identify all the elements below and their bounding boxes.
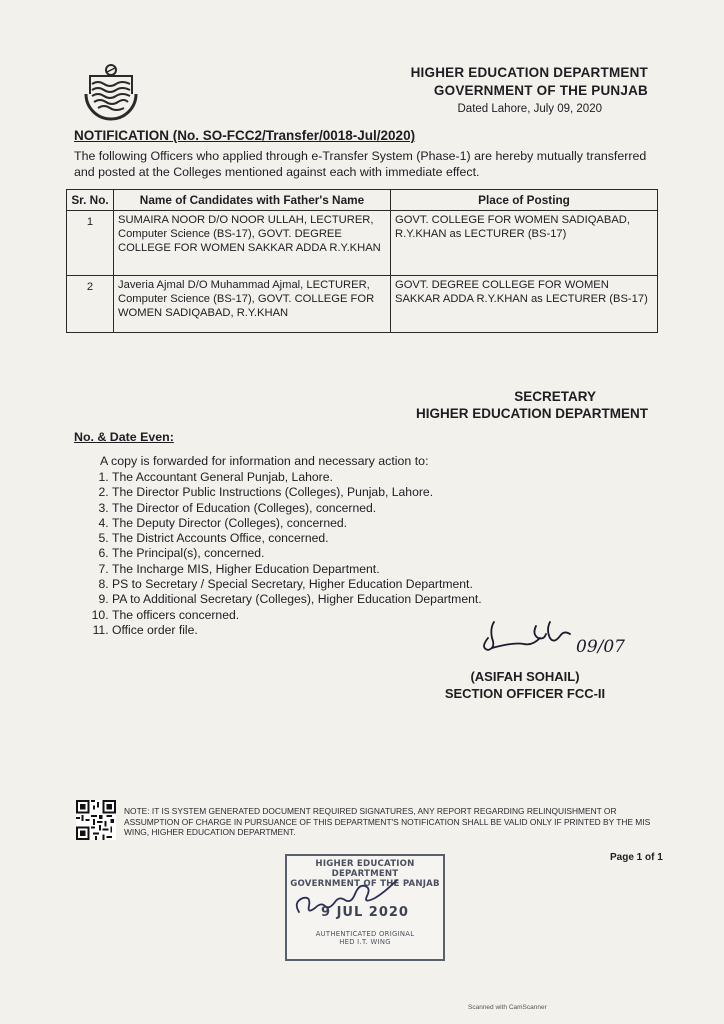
- stamp-government: GOVERNMENT OF THE PANJAB: [290, 879, 440, 889]
- list-item: 11. Office order file.: [112, 623, 482, 638]
- signatory-name: (ASIFAH SOHAIL): [470, 669, 580, 684]
- secretary-title: SECRETARY: [514, 389, 596, 404]
- notification-title: NOTIFICATION (No. SO-FCC2/Transfer/0018-Jul/2020): [74, 128, 416, 143]
- handwritten-signature: [474, 608, 634, 666]
- transfer-table: [66, 189, 658, 333]
- header-government: GOVERNMENT OF THE PUNJAB: [433, 83, 648, 98]
- notification-intro: The following Officers who applied through e-Transfer System (Phase-1) are hereby mutually transferred and posted at the Colleges mentioned against each with immediate effect.: [74, 149, 647, 179]
- copy-forwarded-text: A copy is forwarded for information and necessary action to:: [100, 454, 429, 468]
- stamp-wing: HED I.T. WING: [339, 938, 391, 946]
- cell-posting: GOVT. COLLEGE FOR WOMEN SADIQABAD, R.Y.KHAN as LECTURER (BS-17): [391, 211, 658, 276]
- list-item: 4. The Deputy Director (Colleges), concerned.: [112, 516, 482, 531]
- stamp-date: 9 JUL 2020: [321, 905, 409, 920]
- table-row: [67, 211, 658, 276]
- scanner-watermark: Scanned with CamScanner: [468, 1004, 547, 1011]
- page-number: Page 1 of 1: [610, 852, 663, 863]
- punjab-emblem-icon: [80, 58, 142, 124]
- department-header: [411, 64, 648, 115]
- number-date-even: No. & Date Even:: [74, 430, 174, 444]
- table-row: [67, 276, 658, 333]
- list-item: 5. The District Accounts Office, concerned.: [112, 531, 482, 546]
- table-header-row: [67, 190, 658, 211]
- list-item: 7. The Incharge MIS, Higher Education Department.: [112, 562, 482, 577]
- signatory-block: [425, 668, 625, 702]
- header-date: Dated Lahore, July 09, 2020: [457, 103, 602, 115]
- cell-sr: 2: [67, 276, 114, 333]
- stamp-department: HIGHER EDUCATION DEPARTMENT: [315, 859, 415, 879]
- list-item: 2. The Director Public Instructions (Colleges), Punjab, Lahore.: [112, 485, 482, 500]
- cell-sr: 1: [67, 211, 114, 276]
- list-item: 6. The Principal(s), concerned.: [112, 546, 482, 561]
- header-place-of-posting: Place of Posting: [391, 190, 658, 211]
- stamp-initials-signature: [291, 872, 403, 920]
- secretary-block: [416, 388, 648, 422]
- list-item: 10. The officers concerned.: [112, 608, 482, 623]
- qr-code-icon: [76, 800, 116, 840]
- footer-note: NOTE: IT IS SYSTEM GENERATED DOCUMENT REQUIRED SIGNATURES, ANY REPORT REGARDING RELINQUISHMENT OR ASSUMPTION OF CHARGE IN PURSUANCE OF THIS DEPARTMENT'S NOTIFICATION SHALL BE VALID ONLY IF PRINTED BY THE MIS WING, HIGHER EDUCATION DEPARTMENT.: [124, 806, 651, 837]
- header-department: HIGHER EDUCATION DEPARTMENT: [410, 65, 648, 80]
- header-sr-no: Sr. No.: [67, 190, 114, 211]
- signatory-title: SECTION OFFICER FCC-II: [444, 686, 606, 701]
- list-item: 3. The Director of Education (Colleges), concerned.: [112, 501, 482, 516]
- stamp-authenticated: AUTHENTICATED ORIGINAL: [315, 930, 415, 938]
- secretary-department: HIGHER EDUCATION DEPARTMENT: [416, 406, 648, 421]
- header-candidate-name: Name of Candidates with Father's Name: [114, 190, 391, 211]
- list-item: 8. PS to Secretary / Special Secretary, Higher Education Department.: [112, 577, 482, 592]
- list-item: 1. The Accountant General Punjab, Lahore.: [112, 470, 482, 485]
- distribution-list: [92, 470, 482, 638]
- list-item: 9. PA to Additional Secretary (Colleges), Higher Education Department.: [112, 592, 482, 607]
- cell-candidate: Javeria Ajmal D/O Muhammad Ajmal, LECTURER, Computer Science (BS-17), GOVT. COLLEGE FOR WOMEN SADIQABAD, R.Y.KHAN: [114, 276, 391, 333]
- cell-posting: GOVT. DEGREE COLLEGE FOR WOMEN SAKKAR ADDA R.Y.KHAN as LECTURER (BS-17): [391, 276, 658, 333]
- cell-candidate: SUMAIRA NOOR D/O NOOR ULLAH, LECTURER, Computer Science (BS-17), GOVT. DEGREE COLLEGE FOR WOMEN SAKKAR ADDA R.Y.KHAN: [114, 211, 391, 276]
- signature-date: 09/07: [576, 637, 625, 657]
